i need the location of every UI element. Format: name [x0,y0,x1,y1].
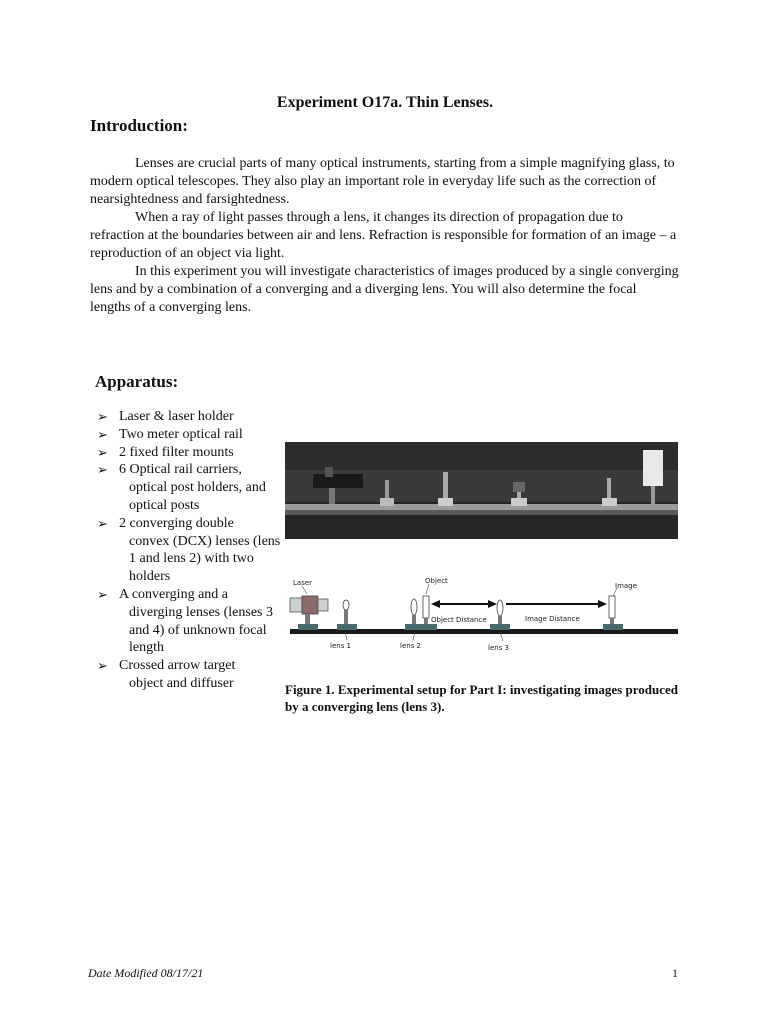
list-item: ➢ 2 converging double convex (DCX) lenses (lens 1 and lens 2) with two holders [97,515,281,585]
setup-diagram [285,574,678,656]
introduction-body [90,155,680,317]
list-item: ➢ Two meter optical rail [97,426,243,442]
page-number: 1 [672,966,678,980]
diagram-label-object-distance: Object Distance [431,616,487,624]
setup-diagram-svg [285,574,678,656]
list-item: ➢ 6 Optical rail carriers, optical post holders, and optical posts [97,462,266,513]
apparatus-heading: Apparatus: [95,372,179,391]
diagram-label-lens2: lens 2 [400,642,422,650]
list-item: ➢ Crossed arrow target object and diffuser [97,658,236,691]
arrow-bullet-icon: ➢ [97,444,108,460]
intro-paragraph: Lenses are crucial parts of many optical instruments, starting from a simple magnifying glass, to modern optical telescopes. They also play an important role in everyday life such as the correction of nearsightedness and farsightedness. [90,156,675,207]
intro-paragraph: In this experiment you will investigate characteristics of images produced by a single converging lens and by a combination of a converging and a diverging lens. You will also determine the focal lengths of a converging lens. [90,264,679,315]
arrow-bullet-icon: ➢ [97,409,108,424]
list-item: ➢ A converging and a diverging lenses (lenses 3 and 4) of unknown focal length [97,586,273,656]
introduction-heading: Introduction: [90,116,188,135]
diagram-label-lens1: lens 1 [330,642,352,650]
setup-photo-illustration [285,442,678,539]
list-item: ➢ 2 fixed filter mounts [97,444,234,460]
arrow-bullet-icon: ➢ [97,658,108,674]
setup-photo [285,442,678,539]
diagram-label-laser: Laser [293,579,313,587]
footer-date: Date Modified 08/17/21 [88,966,204,980]
arrow-bullet-icon: ➢ [97,462,108,478]
document-title: Experiment O17a. Thin Lenses. [276,94,494,111]
diagram-label-object: Object [425,577,448,585]
arrow-bullet-icon: ➢ [97,515,108,531]
intro-paragraph: When a ray of light passes through a lens, it changes its direction of propagation due to refraction at the boundaries between air and lens. Refraction is responsible for formation of an image – a reproduction of an object via light. [90,210,677,261]
arrow-bullet-icon: ➢ [97,426,108,442]
arrow-bullet-icon: ➢ [97,586,108,602]
diagram-label-image-distance: Image Distance [525,615,580,623]
apparatus-list [97,408,282,693]
figure-caption: Figure 1. Experimental setup for Part I: investigating images produced by a converging lens (lens 3). [285,682,678,714]
diagram-label-image: Image [615,582,637,590]
list-item: ➢ Laser & laser holder [97,409,234,424]
diagram-label-lens3: lens 3 [488,644,510,652]
